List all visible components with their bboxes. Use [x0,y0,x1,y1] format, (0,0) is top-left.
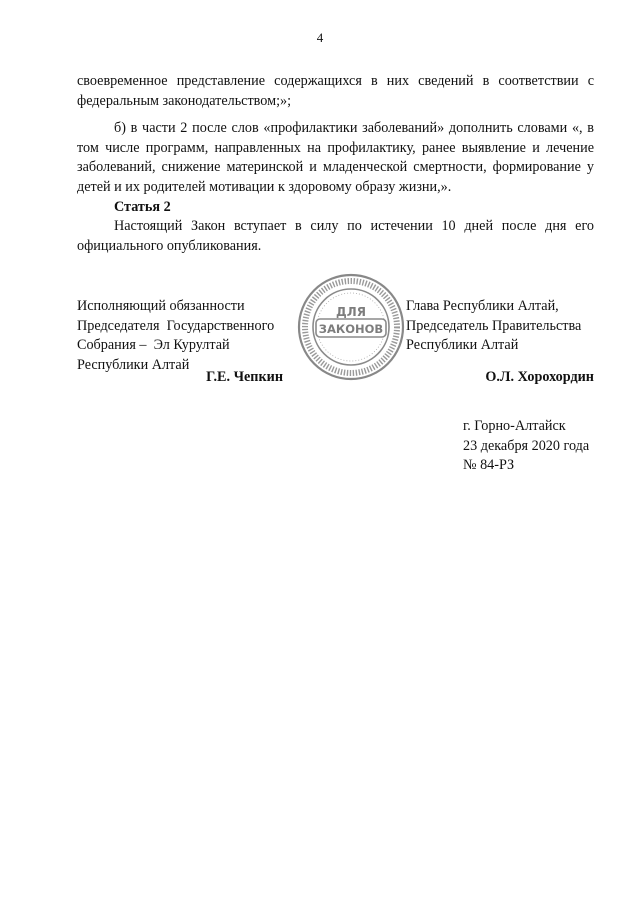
stamp-text-top: ДЛЯ [336,305,366,319]
article-title: Статья 2 [114,198,171,215]
document-place: г. Горно-Алтайск [463,418,566,434]
signature-line: Собрания – Эл Курултай [77,337,230,354]
stamp-text-main: ЗАКОНОВ [318,322,384,336]
signature-line: Республики Алтай [77,356,190,373]
article-text: Настоящий Закон вступает в силу по истечении 10 дней после дня его официального опубликования. [77,218,594,254]
signature-line: Глава Республики Алтай, [406,298,559,314]
page-number: 4 [316,30,324,45]
signature-line: Председатель Правительства [406,317,582,334]
document-body [77,72,594,256]
signature-block-right [406,297,581,356]
signature-line: Исполняющий обязанности [77,298,245,314]
document-meta [463,417,589,476]
signature-block-left [77,297,274,375]
paragraph-continuation: своевременное представление содержащихся в них сведений в соответствии с федеральным законодательством;»; [77,73,594,109]
document-number: № 84-РЗ [463,457,515,474]
stamp-seal [296,272,406,382]
paragraph-amendment: б) в части 2 после слов «профилактики заболеваний» дополнить словами «, в том числе программ, направленных на профилактику, ранее выявление и лечение заболеваний, снижение материнской и младенческой смертности, формирование у детей и их родителей мотивации к здоровому образу жизни,». [77,120,594,195]
document-date: 23 декабря 2020 года [463,437,590,454]
signature-line: Республики Алтай [406,337,519,354]
signatory-name-left: Г.Е. Чепкин [206,369,283,385]
signatory-name-right: О.Л. Хорохордин [485,369,594,385]
signature-line: Председателя Государственного [77,317,275,334]
